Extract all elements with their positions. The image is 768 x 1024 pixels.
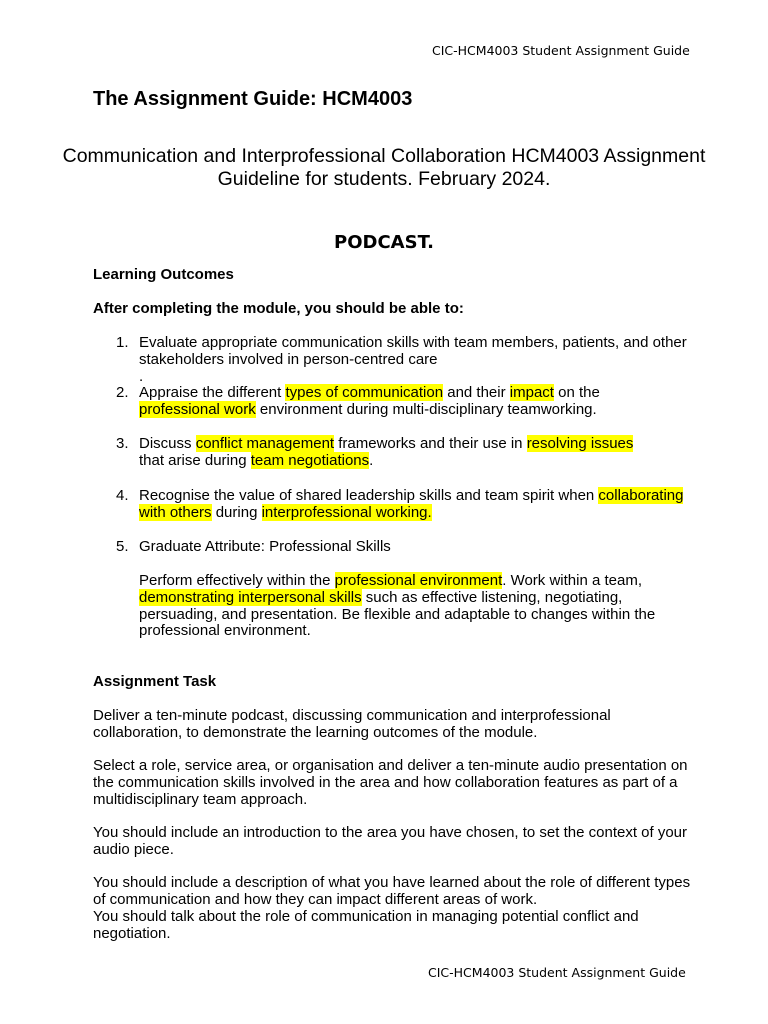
podcast-heading: PODCAST.: [334, 232, 434, 253]
outcome-segment: and their: [443, 384, 510, 401]
highlighted-term: conflict management: [195, 435, 335, 452]
outcome-number: 5.: [116, 538, 129, 555]
task-paragraph: You should include an introduction to the area you have chosen, to set the context of your audio piece.: [93, 824, 688, 858]
highlighted-term: interprofessional working.: [261, 503, 432, 521]
outcome-segment: Recognise the value of shared leadership skills and team spirit when: [139, 487, 599, 504]
highlighted-term: team negotiations: [250, 451, 370, 469]
highlighted-term: resolving issues: [526, 435, 634, 452]
outcome-segment: Perform effectively within the: [139, 572, 335, 589]
outcome-number: 4.: [116, 487, 129, 504]
outcome-segment: such as effective listening, negotiating, persuading, and presentation. Be flexible and adaptable to changes within the professional environment.: [139, 588, 656, 640]
outcome-segment: that arise during: [139, 451, 251, 469]
outcome-text: [139, 436, 694, 470]
outcome-text: [139, 488, 694, 522]
highlighted-term: professional environment: [334, 572, 503, 589]
document-subtitle: Communication and Interprofessional Collaboration HCM4003 Assignment Guideline for students. February 2024.: [62, 145, 706, 190]
page-header: CIC-HCM4003 Student Assignment Guide: [432, 43, 690, 58]
outcome-segment: .: [369, 451, 374, 469]
highlighted-term: professional work: [139, 400, 256, 418]
task-paragraph: Select a role, service area, or organisation and deliver a ten-minute audio presentation on the communication skills involved in the area and how collaboration features as part of a multidisciplinary team approach.: [93, 757, 688, 808]
highlighted-term: collaborating with others: [139, 487, 684, 521]
learning-outcomes-intro: After completing the module, you should be able to:: [93, 300, 464, 317]
outcome-segment: Discuss: [139, 435, 196, 452]
outcome-number: 1.: [116, 334, 129, 351]
outcome-segment: frameworks and their use in: [334, 435, 527, 452]
document-title: The Assignment Guide: HCM4003: [93, 88, 413, 110]
outcome-trailing: .: [139, 367, 144, 385]
outcome-segment: Evaluate appropriate communication skills with team members, patients, and other stakeholders involved in person-centred care: [139, 334, 687, 368]
assignment-task-heading: Assignment Task: [93, 673, 217, 690]
outcome-text: Graduate Attribute: Professional Skills: [139, 538, 391, 555]
outcome-segment: . Work within a team,: [502, 572, 643, 589]
learning-outcomes-heading: Learning Outcomes: [93, 266, 234, 283]
task-paragraph: You should include a description of what you have learned about the role of different types of communication and how they can impact different areas of work.: [93, 874, 691, 908]
outcome-segment: environment during multi-disciplinary teamworking.: [255, 400, 597, 418]
highlighted-term: impact: [509, 384, 554, 401]
task-paragraph: You should talk about the role of communication in managing potential conflict and negotiation.: [93, 908, 639, 942]
outcome-number: 3.: [116, 435, 129, 452]
outcome-segment: Appraise the different: [139, 384, 286, 401]
task-paragraph: Deliver a ten-minute podcast, discussing communication and interprofessional collaboration, to demonstrate the learning outcomes of the module.: [93, 707, 611, 741]
outcome-detail: [139, 573, 694, 640]
outcome-segment: on the: [553, 384, 600, 401]
highlighted-term: demonstrating interpersonal skills: [139, 588, 362, 606]
outcome-segment: during: [211, 503, 262, 521]
page-footer: CIC-HCM4003 Student Assignment Guide: [428, 965, 686, 980]
outcome-text: [139, 385, 694, 419]
outcome-text: [139, 335, 694, 385]
highlighted-term: types of communication: [285, 384, 444, 401]
outcome-number: 2.: [116, 384, 129, 401]
